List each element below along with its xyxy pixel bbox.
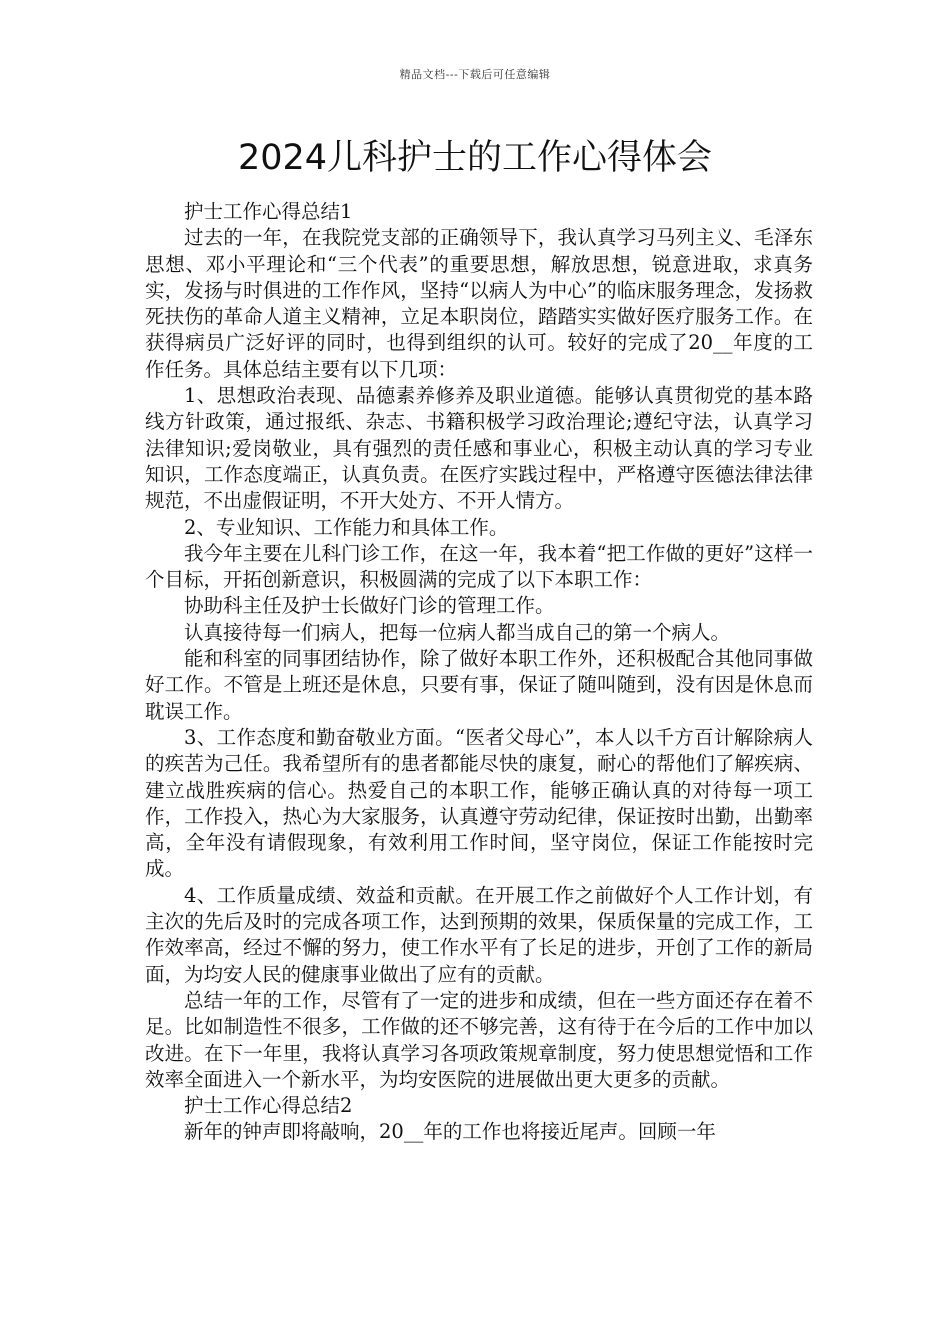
- section-heading: 护士工作心得总结2: [184, 1094, 353, 1118]
- paragraph: 3、工作态度和勤奋敬业方面。“医者父母心”，本人以千方百计解除病人的疾苦为己任。我希望所有的患者都能尽快的康复，耐心的帮他们了解疾病、建立战胜疾病的信心。热爱自己的本职工作，能够正确认真的对待每一项工作，工作投入，热心为大家服务，认真遵守劳动纪律，保证按时出勤，出勤率高，全年没有请假现象，有效利用工作时间，坚守岗位，保证工作能按时完成。: [145, 725, 813, 881]
- paragraph: 协助科主任及护士长做好门诊的管理工作。: [184, 594, 555, 618]
- document-body: [145, 199, 813, 1146]
- paragraph: 2、专业知识、工作能力和具体工作。: [184, 515, 509, 539]
- paragraph: 我今年主要在儿科门诊工作，在这一年，我本着“把工作做的更好”这样一个目标，开拓创新意识，积极圆满的完成了以下本职工作：: [145, 541, 813, 592]
- paragraph: 新年的钟声即将敲响，20__年的工作也将接近尾声。回顾一年: [184, 1120, 716, 1144]
- page-title: 2024儿科护士的工作心得体会: [237, 138, 713, 178]
- paragraph: 认真接待每一们病人，把每一位病人都当成自己的第一个病人。: [184, 620, 731, 644]
- paragraph: 过去的一年，在我院党支部的正确领导下，我认真学习马列主义、毛泽东思想、邓小平理论和“三个代表”的重要思想，解放思想，锐意进取，求真务实，发扬与时俱进的工作作风，坚持“以病人为中心”的临床服务理念，发扬救死扶伤的革命人道主义精神，立足本职岗位，踏踏实实做好医疗服务工作。在获得病员广泛好评的同时，也得到组织的认可。较好的完成了20__年度的工作任务。具体总结主要有以下几项：: [145, 226, 813, 381]
- paragraph: 能和科室的同事团结协作，除了做好本职工作外，还积极配合其他同事做好工作。不管是上班还是休息，只要有事，保证了随叫随到，没有因是休息而耽误工作。: [145, 647, 813, 723]
- section-heading: 护士工作心得总结1: [184, 200, 353, 223]
- header-note: 精品文档---下载后可任意编辑: [399, 68, 551, 81]
- paragraph: 总结一年的工作，尽管有了一定的进步和成绩，但在一些方面还存在着不足。比如制造性不很多，工作做的还不够完善，这有待于在今后的工作中加以改进。在下一年里，我将认真学习各项政策规章制度，努力使思想觉悟和工作效率全面进入一个新水平，为均安医院的进展做出更大更多的贡献。: [145, 988, 813, 1091]
- paragraph: 1、思想政治表现、品德素养修养及职业道德。能够认真贯彻党的基本路线方针政策，通过报纸、杂志、书籍积极学习政治理论;遵纪守法，认真学习法律知识;爱岗敬业，具有强烈的责任感和事业心，积极主动认真的学习专业知识，工作态度端正，认真负责。在医疗实践过程中，严格遵守医德法律法律规范，不出虚假证明，不开大处方、不开人情方。: [145, 384, 813, 513]
- paragraph: 4、工作质量成绩、效益和贡献。在开展工作之前做好个人工作计划，有主次的先后及时的完成各项工作，达到预期的效果，保质保量的完成工作，工作效率高，经过不懈的努力，使工作水平有了长足的进步，开创了工作的新局面，为均安人民的健康事业做出了应有的贡献。: [145, 883, 813, 986]
